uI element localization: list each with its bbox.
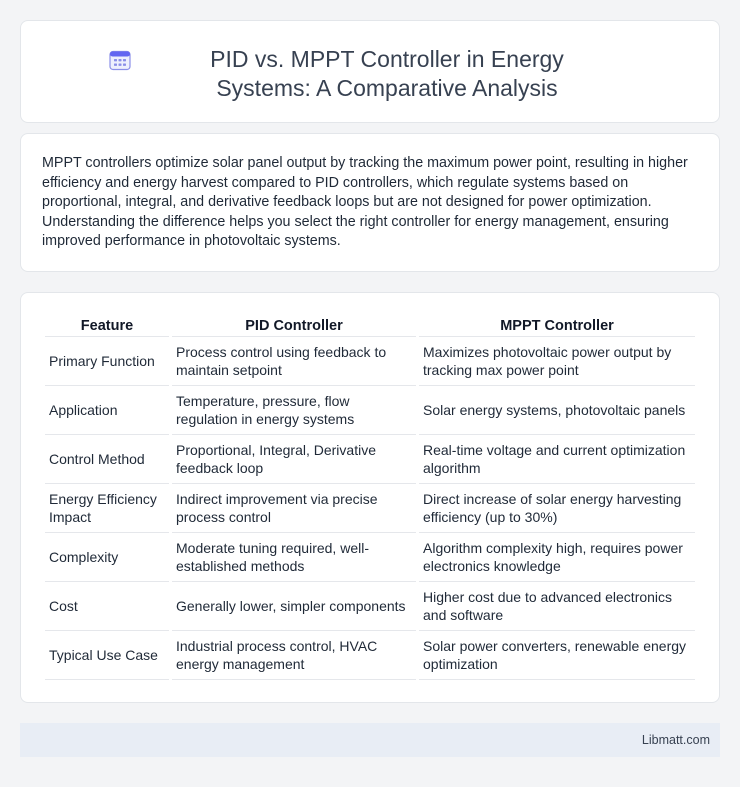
table-row <box>45 631 695 680</box>
header-mppt: MPPT Controller <box>419 316 695 337</box>
header-feature: Feature <box>45 316 169 337</box>
mppt-cell: Real-time voltage and current optimization algorithm <box>419 435 695 484</box>
mppt-cell: Algorithm complexity high, requires power electronics knowledge <box>419 533 695 582</box>
feature-cell: Application <box>45 386 169 435</box>
intro-card <box>20 133 720 272</box>
feature-cell: Control Method <box>45 435 169 484</box>
pid-cell: Moderate tuning required, well-established methods <box>172 533 416 582</box>
feature-cell: Primary Function <box>45 337 169 386</box>
comparison-card <box>20 292 720 703</box>
footer-bar <box>20 723 720 757</box>
pid-cell: Temperature, pressure, flow regulation in energy systems <box>172 386 416 435</box>
pid-cell: Indirect improvement via precise process control <box>172 484 416 533</box>
table-row <box>45 337 695 386</box>
table-row <box>45 533 695 582</box>
page-title: PID vs. MPPT Controller in Energy Systems: A Comparative Analysis <box>210 46 564 101</box>
feature-cell: Typical Use Case <box>45 631 169 680</box>
table-row <box>45 435 695 484</box>
mppt-cell: Solar energy systems, photovoltaic panels <box>419 386 695 435</box>
feature-cell: Complexity <box>45 533 169 582</box>
title-card <box>20 20 720 123</box>
comparison-table <box>42 316 698 680</box>
mppt-cell: Solar power converters, renewable energy optimization <box>419 631 695 680</box>
table-row <box>45 484 695 533</box>
header-pid: PID Controller <box>172 316 416 337</box>
pid-cell: Process control using feedback to maintain setpoint <box>172 337 416 386</box>
pid-cell: Proportional, Integral, Derivative feedback loop <box>172 435 416 484</box>
table-row <box>45 386 695 435</box>
mppt-cell: Higher cost due to advanced electronics and software <box>419 582 695 631</box>
feature-cell: Cost <box>45 582 169 631</box>
pid-cell: Industrial process control, HVAC energy management <box>172 631 416 680</box>
feature-cell: Energy Efficiency Impact <box>45 484 169 533</box>
table-header-row <box>45 316 695 337</box>
mppt-cell: Maximizes photovoltaic power output by tracking max power point <box>419 337 695 386</box>
table-row <box>45 582 695 631</box>
intro-paragraph: MPPT controllers optimize solar panel output by tracking the maximum power point, resulting in higher efficiency and energy harvest compared to PID controllers, which regulate systems based on proportional, integral, and derivative feedback loops but are not designed for power optimization. Understanding the difference helps you select the right controller for energy management, ensuring improved performance in photovoltaic systems. <box>42 155 688 249</box>
mppt-cell: Direct increase of solar energy harvesting efficiency (up to 30%) <box>419 484 695 533</box>
footer-brand-link[interactable]: Libmatt.com <box>641 733 710 747</box>
pid-cell: Generally lower, simpler components <box>172 582 416 631</box>
